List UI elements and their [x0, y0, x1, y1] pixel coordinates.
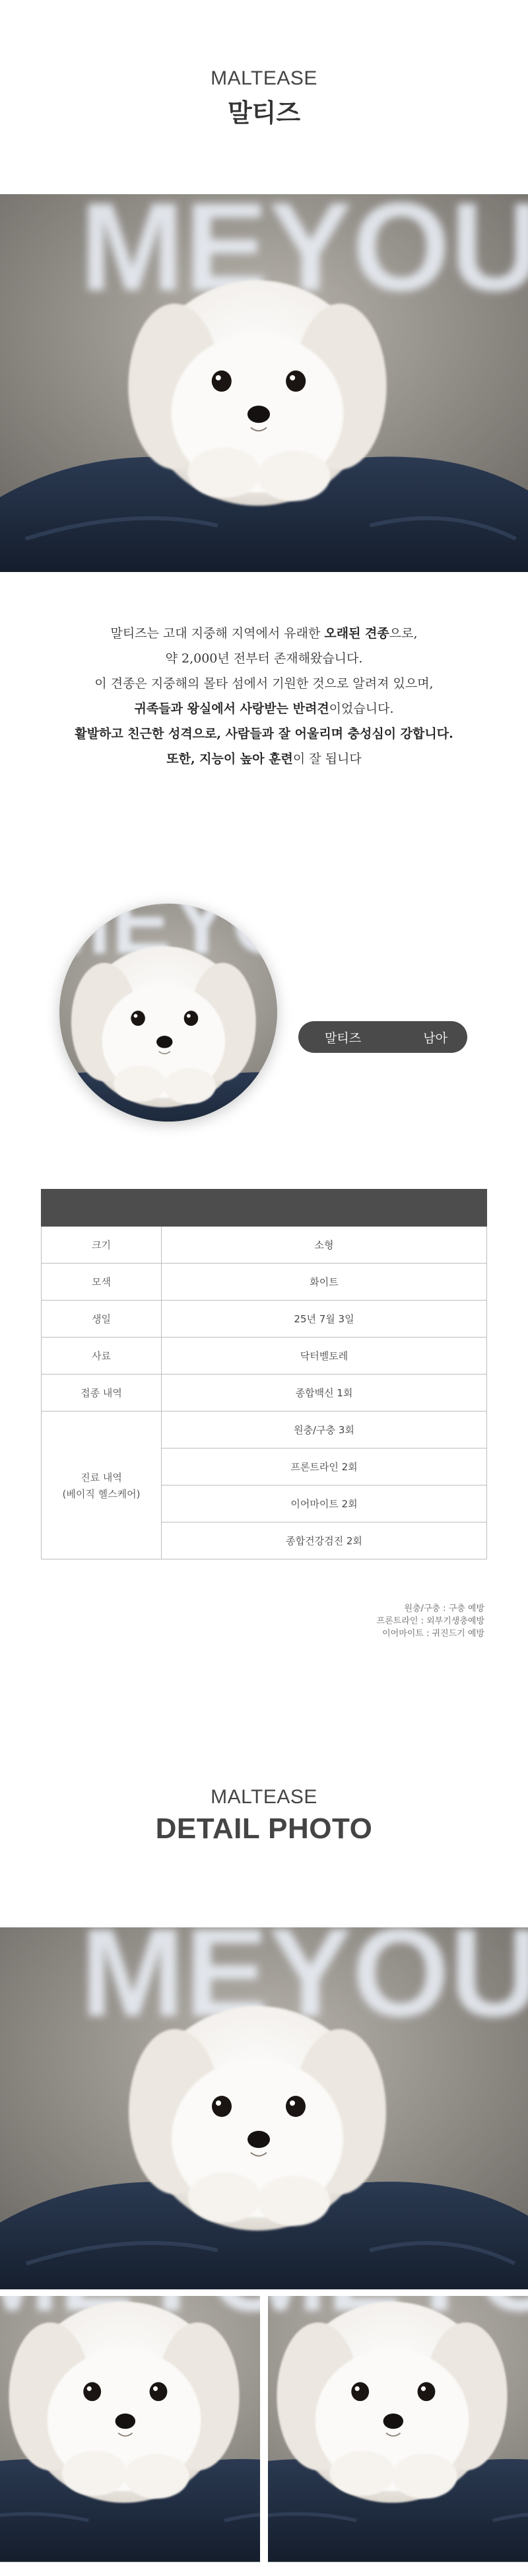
care-notes: [377, 1602, 484, 1640]
care-value: 원충/구충 3회: [162, 1412, 487, 1449]
detail-photo-main: [0, 1927, 528, 2289]
text-segment: 말티즈는 고대 지중해 지역에서 유래한: [110, 626, 325, 641]
highlight-text: 귀족들과 왕실에서 사랑받는 반려견: [134, 701, 329, 716]
table-row: [42, 1227, 487, 1264]
table-row: [42, 1412, 487, 1449]
row-key: 모색: [42, 1264, 162, 1301]
table-header-cell: [42, 1190, 162, 1227]
text-segment: 으로,: [389, 626, 418, 641]
profile-puppy-photo: [59, 904, 277, 1122]
care-key-sub: (베이직 헬스케어): [62, 1487, 141, 1500]
description-line-1: [0, 621, 528, 646]
care-value: 종합건강검진 2회: [162, 1522, 487, 1559]
spec-table: [41, 1189, 487, 1559]
table-header-row: [42, 1190, 487, 1227]
row-key: 생일: [42, 1301, 162, 1338]
hero-puppy-photo: [0, 194, 528, 572]
text-segment: 이었습니다.: [329, 701, 394, 716]
detail-title: DETAIL PHOTO: [155, 1812, 373, 1845]
table-row: [42, 1375, 487, 1412]
text-segment: 이 잘 됩니다: [292, 752, 362, 766]
profile-badge: [298, 1021, 467, 1053]
description-line-6: [0, 746, 528, 771]
row-key: 사료: [42, 1338, 162, 1375]
table-row: [42, 1338, 487, 1375]
highlight-text: 오래된 견종: [324, 626, 389, 641]
row-value: 종합백신 1회: [162, 1375, 487, 1412]
title-english: MALTEASE: [211, 67, 317, 89]
description-line-2: 약 2,000년 전부터 존재해왔습니다.: [165, 651, 363, 666]
highlight-text: 활발하고 친근한 성격으로, 사람들과 잘 어울리며 충성심이 강합니다.: [75, 727, 453, 741]
care-value: 이어마이트 2회: [162, 1485, 487, 1522]
highlight-text: 또한, 지능이 높아 훈련: [166, 752, 293, 766]
intro-title-block: [0, 67, 528, 129]
description-line-4: [0, 696, 528, 721]
table-row: [42, 1264, 487, 1301]
care-key-label: 진료 내역: [81, 1471, 122, 1484]
detail-title-block: [0, 1786, 528, 1845]
row-value: 25년 7월 3일: [162, 1301, 487, 1338]
sex-label: 남아: [423, 1030, 447, 1046]
title-korean: 말티즈: [227, 98, 301, 127]
care-value: 프론트라인 2회: [162, 1449, 487, 1485]
breed-label: 말티즈: [325, 1030, 362, 1046]
note-line: 이어마이트 : 귀진드기 예방: [382, 1629, 484, 1639]
row-value: 닥터벨토레: [162, 1338, 487, 1375]
detail-title-english: MALTEASE: [211, 1786, 317, 1808]
detail-photo-left: [0, 2296, 260, 2576]
row-key: 접종 내역: [42, 1375, 162, 1412]
note-line: 프론트라인 : 외부기생충예방: [376, 1616, 484, 1626]
table-row: [42, 1301, 487, 1338]
row-value: 화이트: [162, 1264, 487, 1301]
description-line-5: [0, 721, 528, 746]
row-key: 크기: [42, 1227, 162, 1264]
detail-photo-right: [268, 2296, 528, 2576]
note-line: 원충/구충 : 구충 예방: [404, 1604, 484, 1614]
table-header-cell: [162, 1190, 487, 1227]
care-key: [42, 1412, 162, 1559]
description-line-3: 이 견종은 지중해의 몰타 섬에서 기원한 것으로 알려져 있으며,: [94, 676, 434, 691]
row-value: 소형: [162, 1227, 487, 1264]
breed-description: [0, 621, 528, 771]
